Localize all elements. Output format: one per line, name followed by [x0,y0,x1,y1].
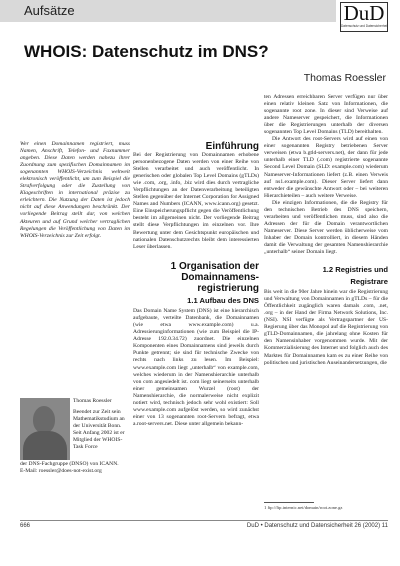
bio-email: E-Mail: roessler@does-not-exist.org [20,468,102,474]
bio-name: Thomas Roessler [73,398,112,404]
heading-organisation-line-1: 1 Organisation der [170,260,259,272]
author-bio-continued [20,461,132,475]
footer-rule [20,520,388,521]
heading-organisation-line-2: Domainnamens- [181,271,259,283]
section-header-bar [0,0,336,22]
right-column [264,94,388,367]
footnote-rule [264,502,314,503]
dns-paragraph: Das Domain Name System (DNS) ist eine hierarchisch aufgebaute, verteilte Datenbank, die Domainnamen (wie etwa www.example.com) u.a. Adressierunginformationen (wie zum Beispiel die IP-Adresse 192.0.34.72) zuordnet. Die einzelnen Komponenten eines Domainnamens sind jeweils durch Punkte getrennt; sie sind für technische Zwecke von rechts nach links zu lesen. Im Beispiel: www.example.com liegt „unterhalb“ von example.com, welches wiederum in der Namenshierarchie unterhalb von com angesiedelt ist. com liegt seinerseits unterhalb einer gemeinsamen Wurzel (root) der Namenshierarchie, die normalerweise nicht explizit notiert wird, technisch jedoch sehr wohl existiert: Soll www.example.com aufgelöst werden, so wird zunächst einer von 13 sogenannten root-Servern befragt, etwa a.root-servers.net. Diese unter allgemein bekann- [133,308,259,427]
footnote: 1 ftp://ftp.internic.net/domain/root.zone.gz [264,505,343,510]
bio-text: Beendet zur Zeit sein Mathematikstudium an der Universität Bonn. Seit Anfang 2002 ist er Mitglied der WHOIS-Task Force [73,409,125,451]
article-title: WHOIS: Datenschutz im DNS? [24,42,269,61]
right-paragraph-1: ten Adressen erreichbaren Server verfügen nur über einen relativ kleinen Satz von Informationen, die sogenannte root zone. In dieser sind Verweise auf andere Nameserver gespeichert, die Informationen über die Registrierungen unterhalb der diversen sogenannten Top Level Domains (TLD) bereithalten. [264,94,388,136]
heading-registries-line-1: 1.2 Registries und [322,265,388,275]
heading-registries-line-2: Registrare [350,276,388,286]
heading-dns-structure: 1.1 Aufbau des DNS [187,295,259,305]
article-author: Thomas Roessler [303,72,386,84]
author-bio [73,398,131,451]
logo-mark: DuD [343,1,385,25]
author-photo [20,398,70,460]
heading-introduction: Einführung [205,141,259,152]
bio-continued-text: der DNS-Fachgruppe (DNSO) von ICANN. [20,461,119,467]
right-paragraph-4: Bis weit in die 90er Jahre hinein war die Registrierung und Verwaltung von Domainnamen in gTLDs – für die Öffentlichkeit zugänglich waren damals .com, .net, .org – in der Hand der Firma Network Solutions, Inc. (NSI). NSI verfügte als Vertragspartner der US-Regierung über das Monopol auf die Registrierung von gTLD-Domainnamen, die jahrelang ohne Kosten für den Namensinhaber vorgenommen wurde. Mit der Kommerzialisierung des Internet und folglich auch des Marktes für Domainnamen kam es zu einer Reihe von politischen und juristischen Auseinandersetzungen, die [264,289,388,366]
abstract-column [20,141,130,240]
author-photo-head [33,406,55,433]
page-number: 666 [20,523,31,529]
journal-logo [340,2,388,32]
section-label: Aufsätze [24,3,75,18]
footer-journal: DuD • Datenschutz und Datensicherheit 26 (2002) 11 [246,523,388,529]
right-paragraph-3: Die einzigen Informationen, die die Registry für den technischen Betrieb des DNS speichern, verarbeiten und veröffentlichen muss, sind also die Adressen der für die Domain verantwortlichen Nameserver. Diese Server werden üblicherweise vom Inhaber der Domain kontrolliert, in diesem Händen damit die Verwaltung der gesamten Namenshierarchie „unterhalb“ seiner Domain liegt. [264,199,388,256]
abstract-text: Wer einen Domainnamen registriert, muss Namen, Anschrift, Telefon- und Faxnummer angeben. Diese Daten werden nahezu ihrer Zuordnung zum spezifischen Domainnamen im sogenannten WHOIS-Verzeichnis weltweit elektronisch veröffentlicht, um zum Beispiel die Strafverfolgung oder die Zustellung von Klageschriften in international präzise zu erleichtern. Die Nutzung der Daten ist jedoch nicht auf diese Anwendungen beschränkt. Der vorliegende Beitrag stellt dar, von welchen Akteuren und auf Grund welcher vertraglichen Regelungen die Veröffentlichung von Daten im WHOIS-Verzeichnis zur Zeit erfolgt. [20,141,130,239]
author-photo-body [23,431,67,460]
heading-organisation-line-3: registrierung [197,282,259,294]
middle-column [133,141,259,428]
logo-subtitle: Datenschutz und Datensicherheit [341,24,388,28]
introduction-paragraph: Bei der Registrierung von Domainnamen erhobene personenbezogene Daten werden von einer Reihe von Stellen verarbeitet und auch veröffentlicht. In generischen oder globalen Top Level Domains (gTLDs) wie .com, .org, .info, .biz wird dies durch vertragliche Verpflichtungen an der Datenverarbeitung beteiligten Stellen gegenüber der Internet Corporation for Assigned Names and Numbers (ICANN, www.icann.org) gesetzt. Eine Einspeicherungspflicht gegen die Veröffentlichung besteht im allgemeinen nicht. Der vorliegende Beitrag stellt diese Verpflichtungen im einzelnen vor. Ihre Bewertung unter dem Gesichtspunkt europäischen und nationalen Datenschutzrechts bleibt dem interessierten Leser überlassen. [133,152,259,250]
right-paragraph-2: Die Antwort des root-Servers wird auf einen von einer sogenannten Registry betriebenen Server verweisen (etwa b.gtld-servers.net), der dann für jede unterhalb einer TLD (.com) registrierte sogenannte Second Level Domain (SLD: example.com) wiederum Nameserver-Informationen liefert (z.B. einen Verweis auf ns1.example.com). Dieser Server liefert dann entweder die gewünschte Antwort oder – bei weiteren Hierarchieteilen – auch weitere Verweise. [264,136,388,199]
